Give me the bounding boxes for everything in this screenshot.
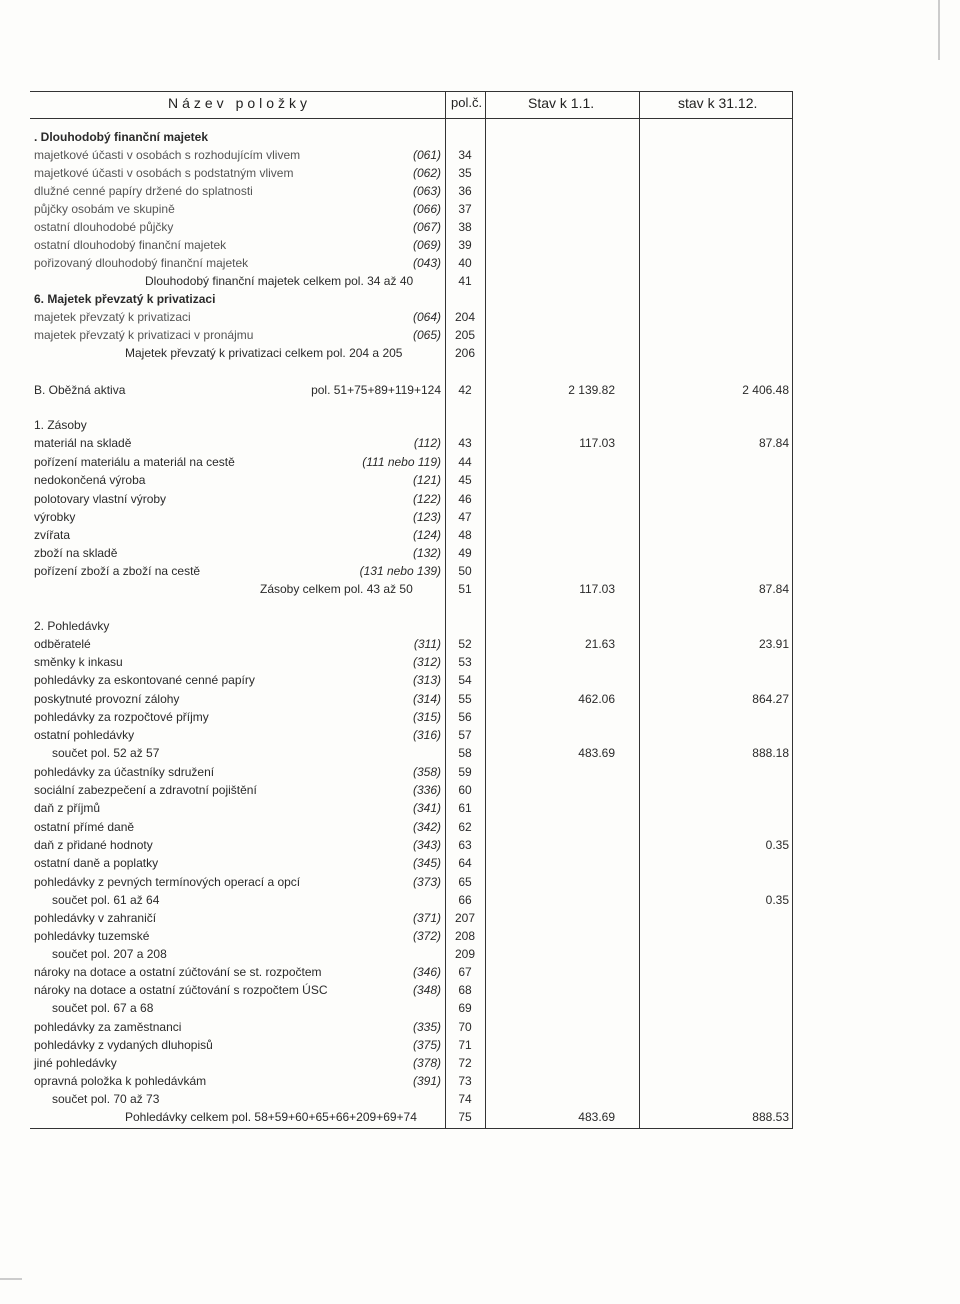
row-account-code: (061) bbox=[412, 148, 441, 162]
row-account-code: (122) bbox=[412, 492, 441, 506]
row-name: Pohledávky celkem pol. 58+59+60+65+66+209+69+74 bbox=[125, 1110, 417, 1124]
table-row bbox=[30, 164, 793, 182]
row-pol-number: 52 bbox=[458, 637, 472, 651]
row-pol-number: 204 bbox=[454, 310, 476, 324]
table-row bbox=[30, 236, 793, 254]
table-row bbox=[30, 836, 793, 854]
row-pol-number: 71 bbox=[458, 1038, 472, 1052]
row-name: sociální zabezpečení a zdravotní pojištění bbox=[34, 783, 257, 797]
row-name: ostatní dlouhodobý finanční majetek bbox=[34, 238, 227, 252]
row-pol-number: 73 bbox=[458, 1074, 472, 1088]
row-pol-number: 39 bbox=[458, 238, 472, 252]
row-stav-31-12: 0.35 bbox=[765, 838, 789, 852]
row-name: pohledávky za zaměstnanci bbox=[34, 1020, 182, 1034]
table-row bbox=[30, 927, 793, 945]
table-row bbox=[30, 781, 793, 799]
row-name: součet pol. 207 a 208 bbox=[52, 947, 167, 961]
row-account-code: (124) bbox=[412, 528, 441, 542]
row-pol-number: 46 bbox=[458, 492, 472, 506]
scan-edge-mark bbox=[0, 1278, 22, 1280]
row-pol-number: 47 bbox=[458, 510, 472, 524]
table-row bbox=[30, 873, 793, 891]
row-account-code: (336) bbox=[412, 783, 441, 797]
row-name: ostatní pohledávky bbox=[34, 728, 135, 742]
table-row bbox=[30, 508, 793, 526]
row-pol-number: 40 bbox=[458, 256, 472, 270]
row-account-code: (372) bbox=[412, 929, 441, 943]
row-pol-number: 68 bbox=[458, 983, 472, 997]
row-name: dlužné cenné papíry držené do splatnosti bbox=[34, 184, 253, 198]
table-row bbox=[30, 580, 793, 598]
table-row bbox=[30, 854, 793, 872]
row-pol-number: 66 bbox=[458, 893, 472, 907]
table-row bbox=[30, 653, 793, 671]
row-account-code: (315) bbox=[412, 710, 441, 724]
row-account-code: (066) bbox=[412, 202, 441, 216]
row-name: pohledávky za rozpočtové příjmy bbox=[34, 710, 209, 724]
row-pol-number: 64 bbox=[458, 856, 472, 870]
row-pol-number: 60 bbox=[458, 783, 472, 797]
table-row bbox=[30, 909, 793, 927]
row-name: polotovary vlastní výroby bbox=[34, 492, 167, 506]
row-name: 1. Zásoby bbox=[34, 418, 87, 432]
row-name: majetkové účasti v osobách s rozhodujícím vlivem bbox=[34, 148, 301, 162]
row-name: pohledávky v zahraničí bbox=[34, 911, 157, 925]
row-name: součet pol. 52 až 57 bbox=[52, 746, 160, 760]
row-pol-number: 209 bbox=[454, 947, 476, 961]
row-stav-31-12: 87.84 bbox=[758, 582, 789, 596]
table-row bbox=[30, 963, 793, 981]
row-name: zboží na skladě bbox=[34, 546, 118, 560]
table-row bbox=[30, 471, 793, 489]
row-account-code: (312) bbox=[412, 655, 441, 669]
row-account-code: (358) bbox=[412, 765, 441, 779]
row-pol-number: 62 bbox=[458, 820, 472, 834]
table-row bbox=[30, 981, 793, 999]
row-name: součet pol. 70 až 73 bbox=[52, 1092, 160, 1106]
row-stav-31-12: 888.18 bbox=[752, 746, 789, 760]
row-account-code: (375) bbox=[412, 1038, 441, 1052]
row-account-code: (313) bbox=[412, 673, 441, 687]
row-account-code: (311) bbox=[413, 637, 441, 651]
table-row bbox=[30, 544, 793, 562]
table-row bbox=[30, 799, 793, 817]
row-name: pořízení zboží a zboží na cestě bbox=[34, 564, 201, 578]
row-pol-number: 35 bbox=[458, 166, 472, 180]
row-pol-number: 55 bbox=[458, 692, 472, 706]
table-row bbox=[30, 434, 793, 452]
row-pol-number: 59 bbox=[458, 765, 472, 779]
row-name: daň z příjmů bbox=[34, 801, 101, 815]
row-pol-number: 44 bbox=[458, 455, 472, 469]
row-account-code: (348) bbox=[412, 983, 441, 997]
table-row bbox=[30, 128, 793, 146]
row-account-code: (064) bbox=[412, 310, 441, 324]
table-row bbox=[30, 818, 793, 836]
row-name: součet pol. 61 až 64 bbox=[52, 893, 160, 907]
table-row bbox=[30, 453, 793, 471]
table-row bbox=[30, 598, 793, 616]
table-row bbox=[30, 381, 793, 399]
row-account-code: (063) bbox=[412, 184, 441, 198]
row-account-code: (343) bbox=[412, 838, 441, 852]
row-account-code: (335) bbox=[412, 1020, 441, 1034]
table-row bbox=[30, 254, 793, 272]
row-name: 2. Pohledávky bbox=[34, 619, 110, 633]
row-name: poskytnuté provozní zálohy bbox=[34, 692, 180, 706]
row-account-code: (345) bbox=[412, 856, 441, 870]
row-pol-number: 63 bbox=[458, 838, 472, 852]
balance-sheet-table bbox=[30, 91, 793, 1129]
table-row bbox=[30, 182, 793, 200]
table-row bbox=[30, 1090, 793, 1108]
row-name: daň z přidané hodnoty bbox=[34, 838, 153, 852]
row-name: nedokončená výroba bbox=[34, 473, 146, 487]
row-pol-number: 51 bbox=[458, 582, 472, 596]
table-row bbox=[30, 364, 793, 382]
row-pol-number: 36 bbox=[458, 184, 472, 198]
row-name: Zásoby celkem pol. 43 až 50 bbox=[260, 582, 413, 596]
row-pol-number: 207 bbox=[454, 911, 476, 925]
row-name: pořizovaný dlouhodobý finanční majetek bbox=[34, 256, 249, 270]
row-name: materiál na skladě bbox=[34, 436, 132, 450]
row-name: majetek převzatý k privatizaci v pronájmu bbox=[34, 328, 254, 342]
row-account-code: (346) bbox=[412, 965, 441, 979]
row-account-code: (043) bbox=[412, 256, 441, 270]
row-account-code: (342) bbox=[412, 820, 441, 834]
row-stav-1-1: 483.69 bbox=[578, 1110, 615, 1124]
table-row bbox=[30, 218, 793, 236]
row-pol-number: 74 bbox=[458, 1092, 472, 1106]
row-account-code: (067) bbox=[412, 220, 441, 234]
row-account-code: (112) bbox=[413, 436, 441, 450]
row-name: pohledávky tuzemské bbox=[34, 929, 150, 943]
header-pol-c: pol.č. bbox=[451, 95, 483, 110]
header-stav-1-1: Stav k 1.1. bbox=[528, 95, 595, 111]
row-stav-1-1: 21.63 bbox=[584, 637, 615, 651]
row-stav-1-1: 483.69 bbox=[578, 746, 615, 760]
row-stav-1-1: 2 139.82 bbox=[568, 383, 615, 397]
table-row bbox=[30, 1036, 793, 1054]
row-account-code: (069) bbox=[412, 238, 441, 252]
table-row bbox=[30, 146, 793, 164]
row-account-code: (314) bbox=[412, 692, 441, 706]
row-pol-number: 208 bbox=[454, 929, 476, 943]
row-name: zvířata bbox=[34, 528, 71, 542]
table-row bbox=[30, 308, 793, 326]
table-row bbox=[30, 744, 793, 762]
row-name: odběratelé bbox=[34, 637, 91, 651]
table-row bbox=[30, 416, 793, 434]
row-account-code: (391) bbox=[412, 1074, 441, 1088]
row-name: pohledávky z pevných termínových operací a opcí bbox=[34, 875, 301, 889]
row-account-code: (111 nebo 119) bbox=[362, 455, 441, 469]
row-pol-number: 41 bbox=[458, 274, 472, 288]
row-pol-number: 58 bbox=[458, 746, 472, 760]
table-row bbox=[30, 1018, 793, 1036]
table-row bbox=[30, 945, 793, 963]
row-account-code: (316) bbox=[412, 728, 441, 742]
table-row bbox=[30, 726, 793, 744]
row-account-code: (341) bbox=[412, 801, 441, 815]
row-pol-number: 50 bbox=[458, 564, 472, 578]
table-row bbox=[30, 1108, 793, 1126]
row-name: půjčky osobám ve skupině bbox=[34, 202, 175, 216]
table-row bbox=[30, 763, 793, 781]
row-name: . Dlouhodobý finanční majetek bbox=[34, 130, 209, 144]
table-row bbox=[30, 1072, 793, 1090]
row-name: opravná položka k pohledávkám bbox=[34, 1074, 207, 1088]
table-row bbox=[30, 690, 793, 708]
row-name: pohledávky za účastníky sdružení bbox=[34, 765, 215, 779]
row-pol-number: 206 bbox=[454, 346, 476, 360]
row-pol-number: 38 bbox=[458, 220, 472, 234]
table-row bbox=[30, 290, 793, 308]
row-account-code: (123) bbox=[412, 510, 441, 524]
row-name: Dlouhodobý finanční majetek celkem pol. 34 až 40 bbox=[145, 274, 414, 288]
table-row bbox=[30, 200, 793, 218]
row-name: nároky na dotace a ostatní zúčtování s rozpočtem ÚSC bbox=[34, 983, 328, 997]
row-name: B. Oběžná aktiva bbox=[34, 383, 126, 397]
row-pol-number: 205 bbox=[454, 328, 476, 342]
row-stav-31-12: 0.35 bbox=[765, 893, 789, 907]
row-name: pohledávky za eskontované cenné papíry bbox=[34, 673, 255, 687]
table-row bbox=[30, 398, 793, 416]
table-row bbox=[30, 1054, 793, 1072]
row-pol-number: 61 bbox=[458, 801, 472, 815]
row-stav-31-12: 2 406.48 bbox=[742, 383, 789, 397]
row-pol-number: 43 bbox=[458, 436, 472, 450]
row-account-code: (378) bbox=[412, 1056, 441, 1070]
row-pol-number: 34 bbox=[458, 148, 472, 162]
table-row bbox=[30, 272, 793, 290]
row-name: ostatní dlouhodobé půjčky bbox=[34, 220, 174, 234]
table-row bbox=[30, 326, 793, 344]
row-stav-1-1: 117.03 bbox=[579, 436, 615, 450]
row-name: Majetek převzatý k privatizaci celkem pol. 204 a 205 bbox=[125, 346, 403, 360]
row-stav-31-12: 864.27 bbox=[752, 692, 789, 706]
row-stav-1-1: 462.06 bbox=[578, 692, 615, 706]
row-pol-number: 54 bbox=[458, 673, 472, 687]
row-name: jiné pohledávky bbox=[34, 1056, 117, 1070]
row-account-code: (121) bbox=[412, 473, 441, 487]
table-row bbox=[30, 526, 793, 544]
row-pol-number: 48 bbox=[458, 528, 472, 542]
row-name: výrobky bbox=[34, 510, 76, 524]
row-name: směnky k inkasu bbox=[34, 655, 123, 669]
row-name: 6. Majetek převzatý k privatizaci bbox=[34, 292, 216, 306]
row-pol-number: 70 bbox=[458, 1020, 472, 1034]
row-pol-number: 69 bbox=[458, 1001, 472, 1015]
row-name: majetek převzatý k privatizaci bbox=[34, 310, 191, 324]
row-account-code: pol. 51+75+89+119+124 bbox=[311, 383, 441, 397]
table-row bbox=[30, 562, 793, 580]
row-name: nároky na dotace a ostatní zúčtování se st. rozpočtem bbox=[34, 965, 322, 979]
row-account-code: (132) bbox=[412, 546, 441, 560]
row-pol-number: 49 bbox=[458, 546, 472, 560]
table-top-rule bbox=[30, 91, 793, 92]
scan-edge-mark-right bbox=[938, 0, 940, 60]
row-name: pohledávky z vydaných dluhopisů bbox=[34, 1038, 213, 1052]
table-row bbox=[30, 708, 793, 726]
row-pol-number: 42 bbox=[458, 383, 472, 397]
row-account-code: (062) bbox=[412, 166, 441, 180]
header-nazev-polozky: Název položky bbox=[168, 95, 312, 111]
table-row bbox=[30, 344, 793, 362]
row-pol-number: 57 bbox=[458, 728, 472, 742]
row-pol-number: 75 bbox=[458, 1110, 472, 1124]
row-stav-31-12: 87.84 bbox=[758, 436, 789, 450]
row-name: majetkové účasti v osobách s podstatným vlivem bbox=[34, 166, 294, 180]
row-account-code: (371) bbox=[412, 911, 441, 925]
table-row bbox=[30, 617, 793, 635]
row-pol-number: 37 bbox=[458, 202, 472, 216]
row-name: součet pol. 67 a 68 bbox=[52, 1001, 154, 1015]
row-pol-number: 53 bbox=[458, 655, 472, 669]
table-row bbox=[30, 635, 793, 653]
row-pol-number: 72 bbox=[458, 1056, 472, 1070]
row-pol-number: 56 bbox=[458, 710, 472, 724]
row-stav-31-12: 888.53 bbox=[752, 1110, 789, 1124]
table-row bbox=[30, 891, 793, 909]
table-row bbox=[30, 999, 793, 1017]
row-pol-number: 65 bbox=[458, 875, 472, 889]
row-stav-1-1: 117.03 bbox=[579, 582, 615, 596]
row-account-code: (373) bbox=[412, 875, 441, 889]
row-account-code: (131 nebo 139) bbox=[359, 564, 441, 578]
header-bottom-rule bbox=[30, 118, 793, 119]
row-pol-number: 45 bbox=[458, 473, 472, 487]
row-name: ostatní přímé daně bbox=[34, 820, 135, 834]
row-pol-number: 67 bbox=[458, 965, 472, 979]
row-name: pořízení materiálu a materiál na cestě bbox=[34, 455, 235, 469]
table-row bbox=[30, 490, 793, 508]
row-account-code: (065) bbox=[412, 328, 441, 342]
row-stav-31-12: 23.91 bbox=[758, 637, 789, 651]
header-stav-31-12: stav k 31.12. bbox=[678, 95, 758, 111]
table-bottom-rule bbox=[30, 1128, 793, 1129]
table-row bbox=[30, 671, 793, 689]
row-name: ostatní daně a poplatky bbox=[34, 856, 159, 870]
